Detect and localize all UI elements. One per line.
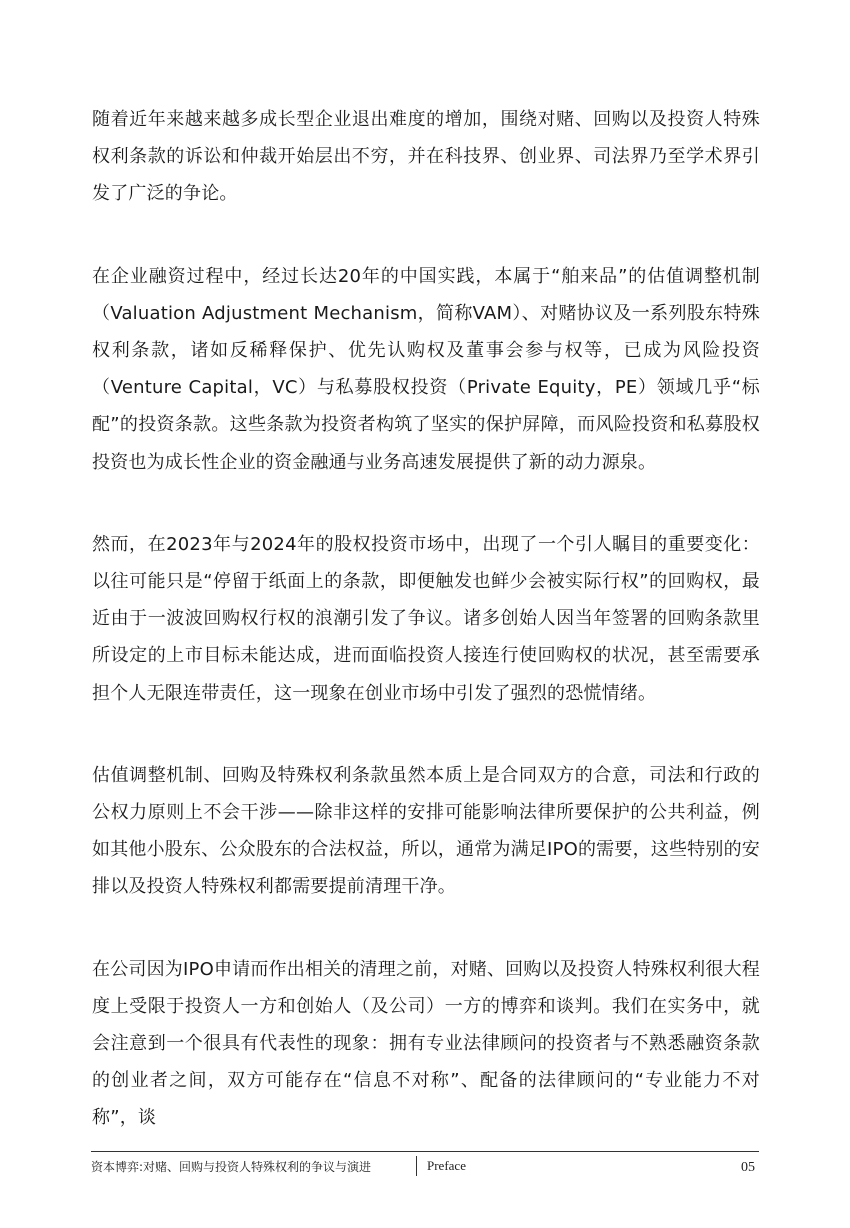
footer-book-title: 资本博弈:对赌、回购与投资人特殊权利的争议与演进 bbox=[91, 1160, 372, 1174]
page-footer bbox=[91, 1156, 759, 1178]
page-number: 05 bbox=[741, 1160, 755, 1175]
paragraph: 在公司因为IPO申请而作出相关的清理之前，对赌、回购以及投资人特殊权利很大程度上受限于投资人一方和创始人（及公司）一方的博弈和谈判。我们在实务中，就会注意到一个很具有代表性的现象：拥有专业法律顾问的投资者与不熟悉融资条款的创业者之间，双方可能存在“信息不对称”、配备的法律顾问的“专业能力不对称”，谈 bbox=[92, 958, 760, 1129]
paragraph: 估值调整机制、回购及特殊权利条款虽然本质上是合同双方的合意，司法和行政的公权力原则上不会干涉——除非这样的安排可能影响法律所要保护的公共利益，例如其他小股东、公众股东的合法权益，所以，通常为满足IPO的需要，这些特别的安排以及投资人特殊权利都需要提前清理干净。 bbox=[92, 764, 760, 898]
footer-section-label: Preface bbox=[427, 1158, 466, 1173]
footer-separator bbox=[416, 1156, 417, 1176]
paragraph: 在企业融资过程中，经过长达20年的中国实践，本属于“舶来品”的估值调整机制（Valuation Adjustment Mechanism，简称VAM）、对赌协议及一系列股东特殊权利条款，诸如反稀释保护、优先认购权及董事会参与权等，已成为风险投资（Venture Capital，VC）与私募股权投资（Private Equity，PE）领域几乎“标配”的投资条款。这些条款为投资者构筑了坚实的保护屏障，而风险投资和私募股权投资也为成长性企业的资金融通与业务高速发展提供了新的动力源泉。 bbox=[92, 265, 760, 473]
body-text bbox=[92, 101, 760, 1182]
paragraph: 然而，在2023年与2024年的股权投资市场中，出现了一个引人瞩目的重要变化：以往可能只是“停留于纸面上的条款，即便触发也鲜少会被实际行权”的回购权，最近由于一波波回购权行权的浪潮引发了争议。诸多创始人因当年签署的回购条款里所设定的上市目标未能达成，进而面临投资人接连行使回购权的状况，甚至需要承担个人无限连带责任，这一现象在创业市场中引发了强烈的恐慌情绪。 bbox=[92, 533, 760, 704]
paragraph: 随着近年来越来越多成长型企业退出难度的增加，围绕对赌、回购以及投资人特殊权利条款的诉讼和仲裁开始层出不穷，并在科技界、创业界、司法界乃至学术界引发了广泛的争论。 bbox=[92, 109, 760, 205]
footer-divider bbox=[91, 1151, 759, 1152]
